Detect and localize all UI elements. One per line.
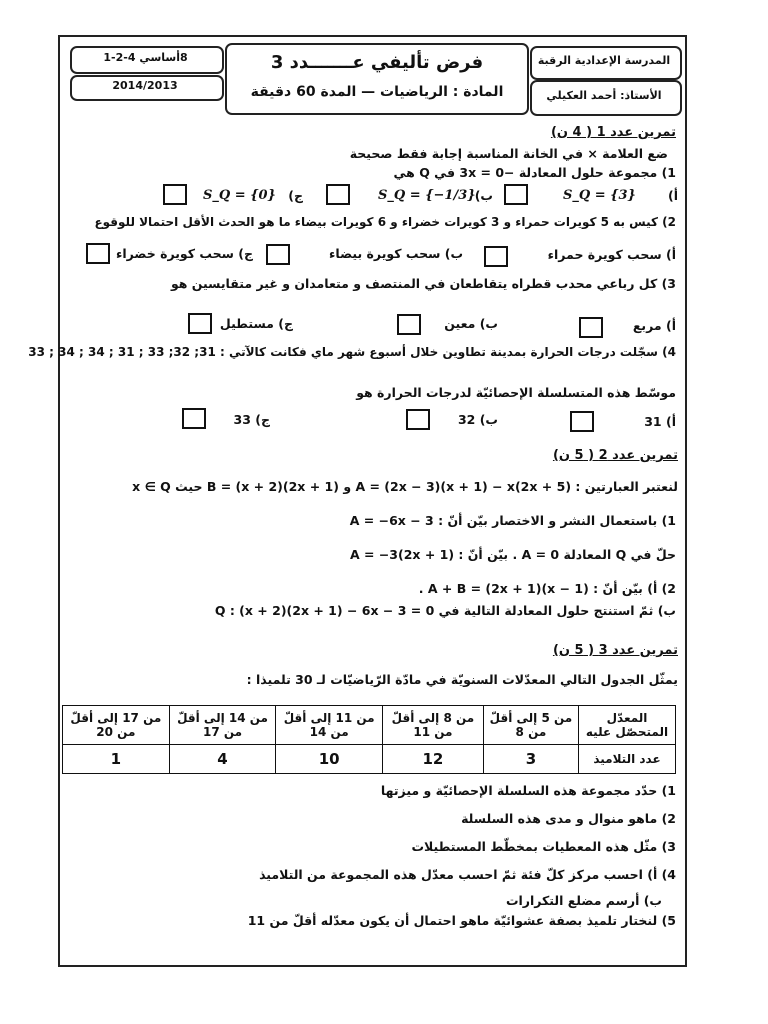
ex1-q2-c: ج) سحب كويرة خضراء — [115, 246, 253, 261]
ex3-q5: 5) لنختار تلميذ بصفة عشوائيّة ماهو احتمال أن يكون معدّله أقلّ من 11 — [247, 913, 676, 928]
ex2-intro: لنعتبر العبارتين : A = (2x − 3)(x + 1) − x(2x + 5) و B = (x + 2)(2x + 1) حيث x ∈ Q — [132, 479, 678, 494]
ex1-q4-a-checkbox[interactable] — [570, 411, 594, 432]
ex1-q4-text: 4) سجّلت درجات الحرارة بمدينة تطاوين خلال أسبوع شهر ماي فكانت كالآتي : 31; 32; 33 ; 31 ; 34 ; 34 ; 33 — [28, 345, 676, 359]
ex1-instruction: ضع العلامة × في الخانة المناسبة إجابة فقط صحيحة — [349, 146, 668, 161]
table-class-cell: من 8 إلى أقلّ من 11 — [382, 706, 483, 745]
ex1-q1-b-label: ب) — [474, 188, 493, 203]
table-row-counts — [63, 745, 676, 774]
ex1-q4-c-checkbox[interactable] — [182, 408, 206, 429]
ex1-q1-b-checkbox[interactable] — [326, 184, 350, 205]
ex1-q2-c-checkbox[interactable] — [86, 243, 110, 264]
table-count-cell: 3 — [483, 745, 578, 774]
ex1-q4-b: ب) 32 — [457, 412, 498, 427]
ex1-q2-text: 2) كيس به 5 كويرات حمراء و 3 كويرات خضراء و 6 كويرات بيضاء ما هو الحدث الأقل احتمالا للوقوع — [94, 215, 676, 229]
ex2-q1b: حلّ في Q المعادلة A = 0 . بيّن أنّ : A = −3(2x + 1) — [349, 547, 676, 562]
ex1-q4-text2: موسّط هذه المتسلسلة الإحصائيّة لدرجات الحرارة هو — [356, 385, 676, 400]
ex1-q2-a-checkbox[interactable] — [484, 246, 508, 267]
ex1-q3-b: ب) معين — [444, 316, 498, 331]
frequency-table — [62, 705, 676, 774]
ex1-q4-c: ج) 33 — [233, 412, 270, 427]
ex1-q3-c: ج) مستطيل — [219, 316, 293, 331]
ex1-q3-a-checkbox[interactable] — [579, 317, 603, 338]
ex1-q1-c-value: S_Q = {0} — [203, 188, 276, 203]
ex1-q1-c-label: ج) — [288, 188, 303, 203]
ex1-q1-a-label: أ) — [668, 188, 678, 203]
ex3-intro: يمثّل الجدول التالي المعدّلات السنويّة في مادّة الرّياضيّات لـ 30 تلميذا : — [246, 672, 678, 687]
ex1-q3-b-checkbox[interactable] — [397, 314, 421, 335]
ex2-title: تمرين عدد 2 ( 5 ن) — [552, 448, 678, 463]
ex1-q1-c-checkbox[interactable] — [163, 184, 187, 205]
table-count-cell: 1 — [63, 745, 170, 774]
table-count-header: عدد التلاميذ — [579, 745, 676, 774]
ex1-q4-a: أ) 31 — [644, 414, 676, 429]
table-count-cell: 4 — [169, 745, 276, 774]
ex3-q1: 1) حدّد مجموعة هذه السلسلة الإحصائيّة و ميزتها — [380, 783, 676, 798]
table-count-cell: 10 — [276, 745, 383, 774]
ex1-q2-b-checkbox[interactable] — [266, 244, 290, 265]
table-row-classes — [63, 706, 676, 745]
ex1-q3-a: أ) مربع — [632, 318, 676, 333]
teacher-name: الأستاذ: أحمد العكيلي — [546, 89, 662, 102]
level-text: 8أساسي 4-2-1 — [103, 51, 188, 64]
ex2-q2b: ب) ثمّ استنتج حلول المعادلة التالية في Q : (x + 2)(2x + 1) − 6x − 3 = 0 — [214, 603, 676, 618]
ex1-q2-a: أ) سحب كويرة حمراء — [547, 247, 676, 262]
ex2-q2a: 2) أ) بيّن أنّ : A + B = (2x + 1)(x − 1) . — [418, 581, 676, 596]
ex1-q1-b-value: S_Q = {−1/3} — [378, 188, 476, 203]
ex3-q3: 3) مثّل هذه المعطيات بمخطّط المستطيلات — [411, 839, 676, 854]
page-title: فرض تأليفي عـــــــدد 3 — [270, 52, 484, 73]
ex2-q1: 1) باستعمال النشر و الاختصار بيّن أنّ : A = −6x − 3 — [349, 513, 676, 528]
ex1-title: تمرين عدد 1 ( 4 ن) — [550, 125, 676, 140]
table-class-cell: من 17 إلى أقلّ من 20 — [63, 706, 170, 745]
table-class-cell: من 5 إلى أقلّ من 8 — [483, 706, 578, 745]
ex3-q4a: 4) أ) احسب مركز كلّ فئة ثمّ احسب معدّل هذه المجموعة من التلاميذ — [259, 867, 676, 882]
ex1-q1-a-value: S_Q = {3} — [563, 188, 636, 203]
table-row-header: المعدّل المتحصّل عليه — [579, 706, 676, 745]
subject-duration: المادة : الرياضيات — المدة 60 دقيقة — [250, 84, 504, 100]
ex3-q4b: ب) أرسم مضلع التكرارات — [505, 893, 662, 908]
ex1-q1-text: 1) مجموعة حلول المعادلة −3x = 0 في Q هي — [393, 165, 676, 180]
table-class-cell: من 14 إلى أقلّ من 17 — [169, 706, 276, 745]
table-count-cell: 12 — [382, 745, 483, 774]
ex1-q1-a-checkbox[interactable] — [504, 184, 528, 205]
year-text: 2014/2013 — [112, 79, 178, 92]
table-class-cell: من 11 إلى أقلّ من 14 — [276, 706, 383, 745]
ex3-title: تمرين عدد 3 ( 5 ن) — [552, 643, 678, 658]
ex3-q2: 2) ماهو منوال و مدى هذه السلسلة — [461, 811, 676, 826]
ex1-q3-c-checkbox[interactable] — [188, 313, 212, 334]
ex1-q4-b-checkbox[interactable] — [406, 409, 430, 430]
ex1-q2-b: ب) سحب كويرة بيضاء — [328, 246, 463, 261]
school-name: المدرسة الإعدادية الرقبة — [537, 54, 671, 67]
ex1-q3-text: 3) كل رباعي محدب قطراه يتقاطعان في المنتصف و متعامدان و غير متقايسين هو — [170, 276, 676, 291]
